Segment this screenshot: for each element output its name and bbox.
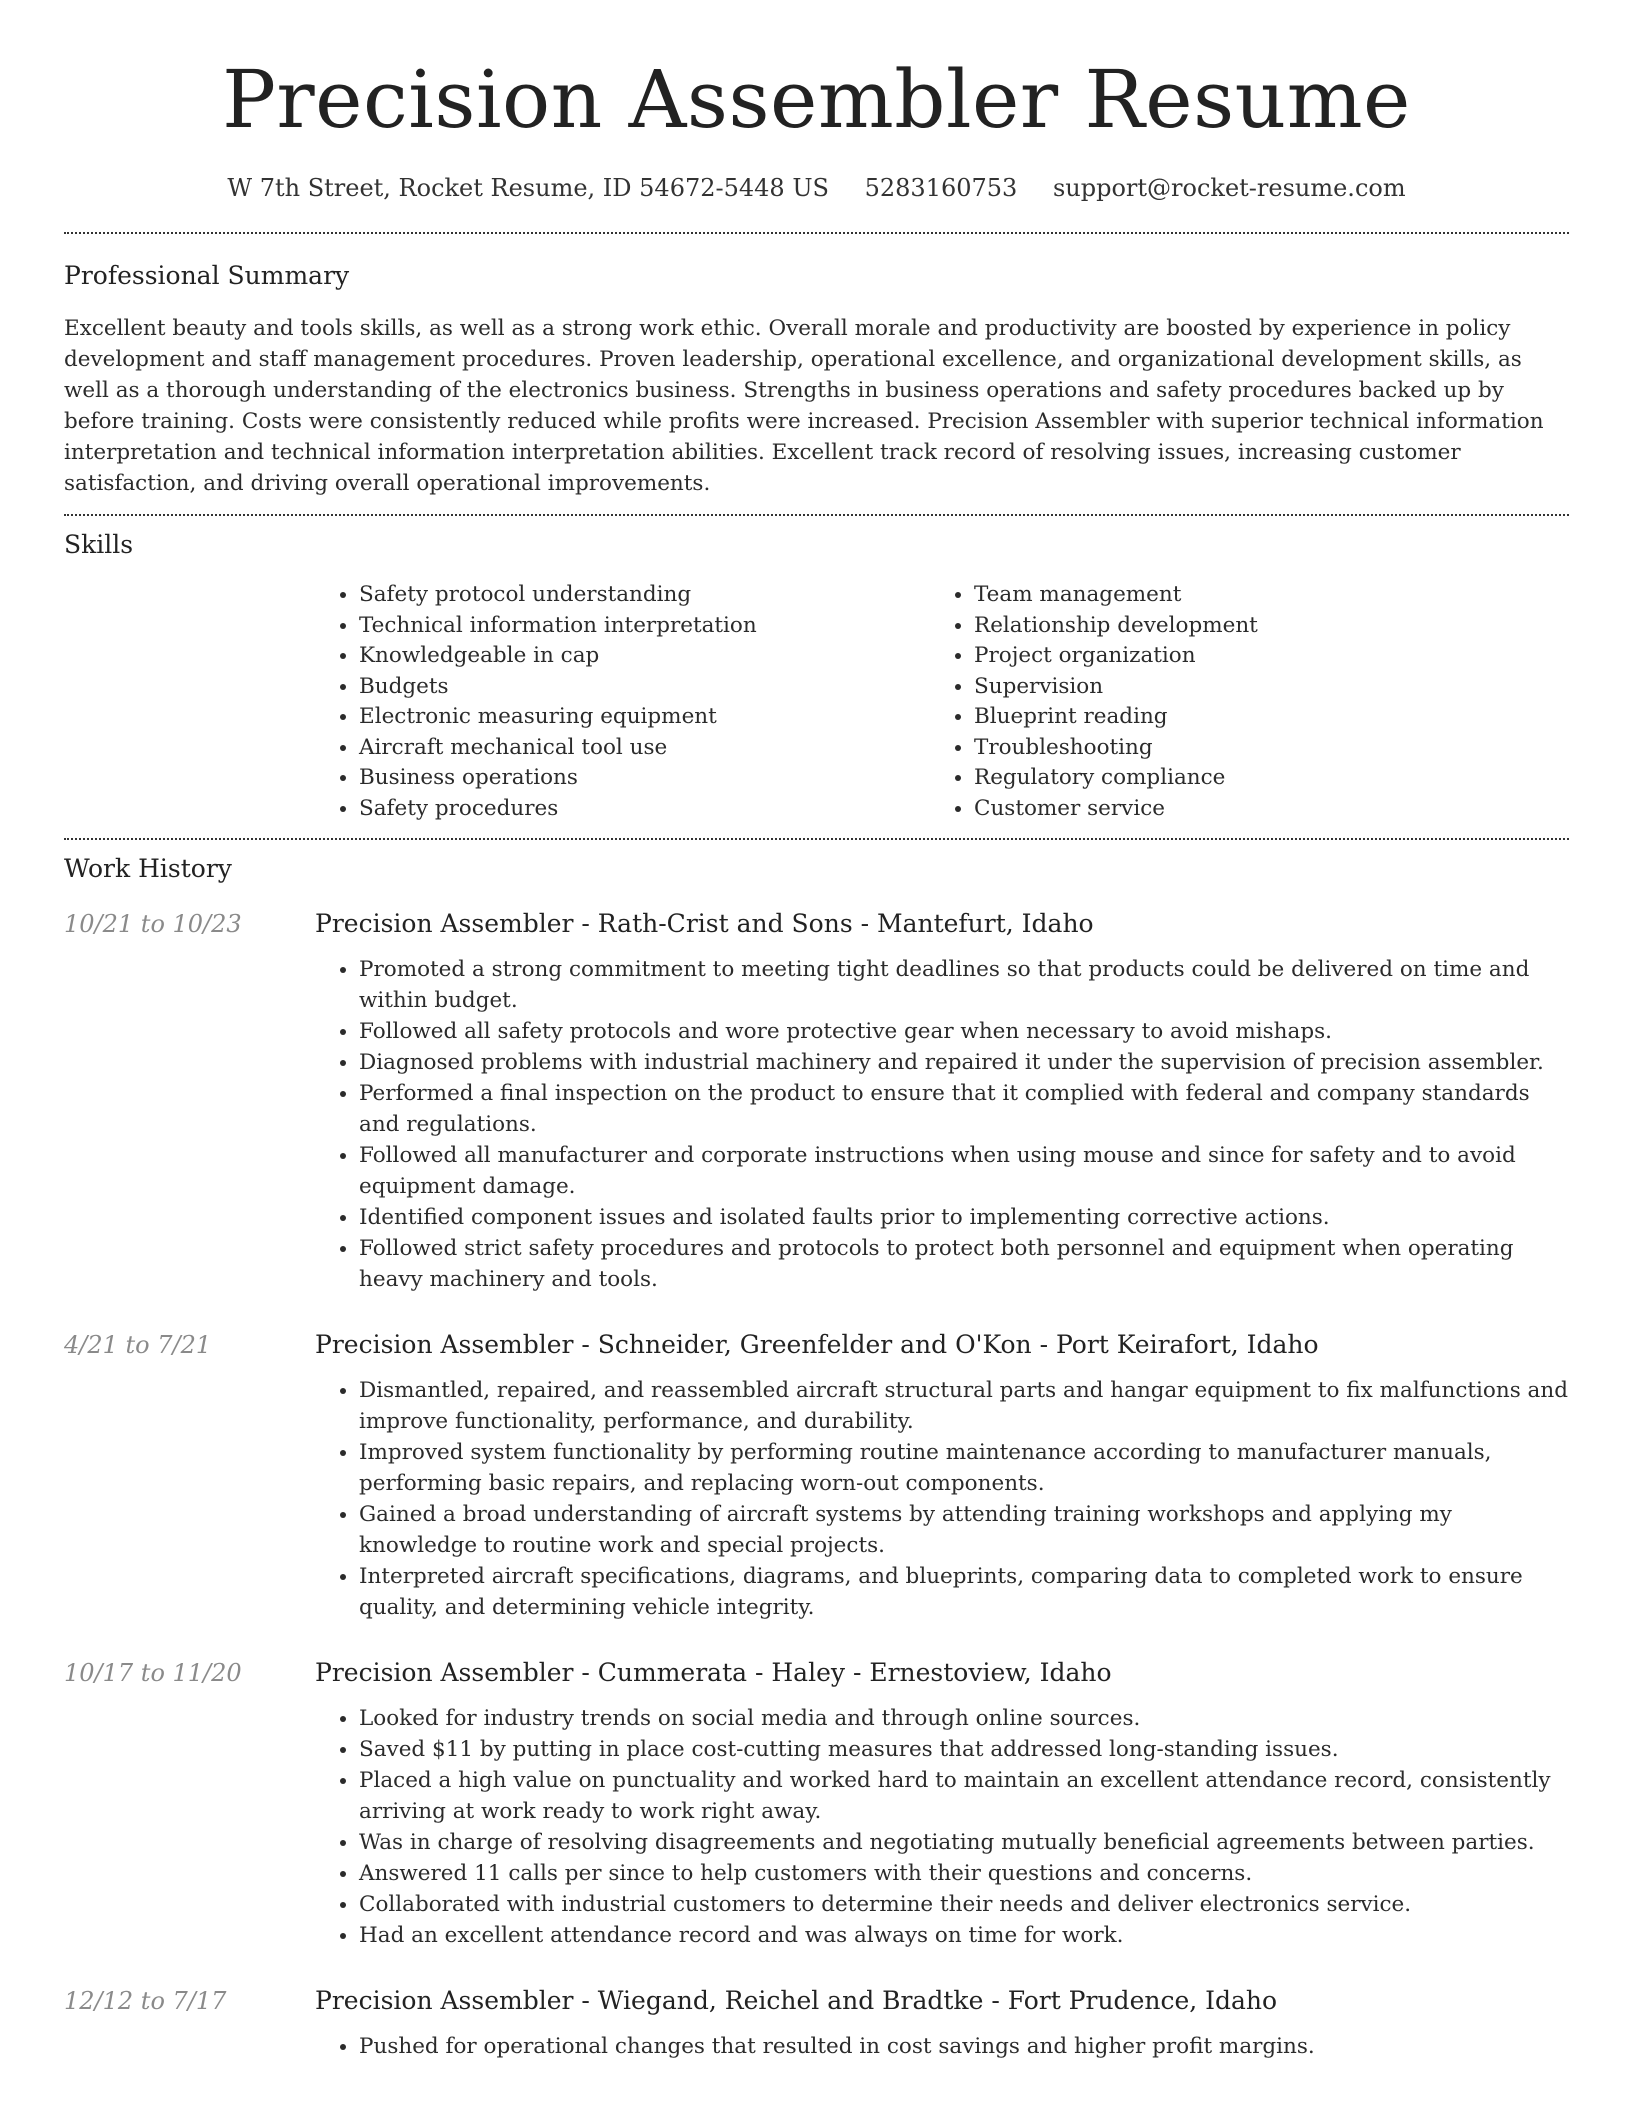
summary-text: Excellent beauty and tools skills, as well as a strong work ethic. Overall morale and productivity are boosted by experience in policy development and staff management procedures. Proven leadership, operational excellence, and organizational development skills, as well as a thorough understanding of the electronics business. Strengths in business operations and safety procedures backed up by before training. Costs were consistently reduced while profits were increased. Precision Assembler with superior technical information interpretation and technical information interpretation abilities. Excellent track record of resolving issues, increasing customer satisfaction, and driving overall operational improvements. [64,316,1544,496]
job-header [64,1657,1569,1689]
job-entry [64,1329,1569,1623]
job-bullet: • Looked for industry trends on social media and through online sources. [359,1703,1569,1734]
skills-columns [315,580,1569,824]
job-bullet: • Followed all safety protocols and wore protective gear when necessary to avoid mishaps. [359,1016,1569,1047]
skill-item: • Troubleshooting [974,733,1545,764]
skill-item: • Customer service [974,794,1545,825]
contact-line [64,172,1569,204]
skills-list-right [930,580,1545,824]
job-date: 10/17 to 11/20 [64,1659,242,1687]
skill-item: • Knowledgeable in cap [359,641,930,672]
skill-item: • Technical information interpretation [359,611,930,642]
contact-phone: 5283160753 [864,174,1018,202]
skill-item: • Budgets [359,672,930,703]
job-header [64,1985,1569,2017]
job-bullets [315,954,1569,1295]
job-bullet: • Had an excellent attendance record and was always on time for work. [359,1920,1569,1951]
skill-item: • Relationship development [974,611,1545,642]
skill-item: • Supervision [974,672,1545,703]
job-bullets [315,2031,1569,2062]
work-history-heading: Work History [64,854,232,883]
summary-section [64,234,1569,499]
job-bullet: • Followed all manufacturer and corporate instructions when using mouse and since for safety and to avoid equipment damage. [359,1140,1569,1202]
job-bullet: • Was in charge of resolving disagreements and negotiating mutually beneficial agreements between parties. [359,1827,1569,1858]
job-bullet: • Performed a final inspection on the product to ensure that it complied with federal and company standards and regulations. [359,1078,1569,1140]
job-bullet: • Improved system functionality by performing routine maintenance according to manufacturer manuals, performing basic repairs, and replacing worn-out components. [359,1437,1569,1499]
job-bullet: • Placed a high value on punctuality and worked hard to maintain an excellent attendance record, consistently arriving at work ready to work right away. [359,1765,1569,1827]
skills-list-left [315,580,930,824]
job-header [64,908,1569,940]
skill-item: • Blueprint reading [974,702,1545,733]
job-bullet: • Identified component issues and isolated faults prior to implementing corrective actions. [359,1202,1569,1233]
contact-address: W 7th Street, Rocket Resume, ID 54672-5448 US [227,174,829,202]
job-bullet: • Diagnosed problems with industrial machinery and repaired it under the supervision of precision assembler. [359,1047,1569,1078]
job-entry [64,1985,1569,2062]
job-bullet: • Saved $11 by putting in place cost-cutting measures that addressed long-standing issues. [359,1734,1569,1765]
job-bullet: • Followed strict safety procedures and protocols to protect both personnel and equipment when operating heavy machinery and tools. [359,1233,1569,1295]
skill-item: • Business operations [359,763,930,794]
job-title: Precision Assembler - Cummerata - Haley - Ernestoview, Idaho [315,1658,1112,1687]
job-title: Precision Assembler - Wiegand, Reichel and Bradtke - Fort Prudence, Idaho [315,1986,1278,2015]
job-bullet: • Promoted a strong commitment to meeting tight deadlines so that products could be delivered on time and within budget. [359,954,1569,1016]
work-history-section [64,840,1569,2062]
job-title: Precision Assembler - Rath-Crist and Sons - Mantefurt, Idaho [315,909,1094,938]
job-date: 12/12 to 7/17 [64,1987,227,2015]
job-bullets [315,1375,1569,1623]
skill-item: • Regulatory compliance [974,763,1545,794]
skill-item: • Safety procedures [359,794,930,825]
summary-heading: Professional Summary [64,261,350,290]
job-bullet: • Collaborated with industrial customers to determine their needs and deliver electronics service. [359,1889,1569,1920]
job-date: 10/21 to 10/23 [64,910,242,938]
skill-item: • Safety protocol understanding [359,580,930,611]
resume-title: Precision Assembler Resume [222,53,1411,146]
job-title: Precision Assembler - Schneider, Greenfelder and O'Kon - Port Keirafort, Idaho [315,1330,1319,1359]
job-bullet: • Interpreted aircraft specifications, diagrams, and blueprints, comparing data to completed work to ensure quality, and determining vehicle integrity. [359,1561,1569,1623]
resume-page [64,0,1569,2062]
job-bullet: • Pushed for operational changes that resulted in cost savings and higher profit margins. [359,2031,1569,2062]
skill-item: • Aircraft mechanical tool use [359,733,930,764]
job-bullet: • Gained a broad understanding of aircraft systems by attending training workshops and applying my knowledge to routine work and special projects. [359,1499,1569,1561]
job-date: 4/21 to 7/21 [64,1331,212,1359]
contact-email: support@rocket-resume.com [1052,174,1406,202]
job-entry [64,1657,1569,1951]
job-entry [64,908,1569,1295]
skill-item: • Project organization [974,641,1545,672]
skills-section [64,516,1569,824]
skill-item: • Electronic measuring equipment [359,702,930,733]
job-bullets [315,1703,1569,1951]
skill-item: • Team management [974,580,1545,611]
job-bullet: • Dismantled, repaired, and reassembled aircraft structural parts and hangar equipment to fix malfunctions and improve functionality, performance, and durability. [359,1375,1569,1437]
skills-heading: Skills [64,530,134,559]
job-bullet: • Answered 11 calls per since to help customers with their questions and concerns. [359,1858,1569,1889]
job-header [64,1329,1569,1361]
